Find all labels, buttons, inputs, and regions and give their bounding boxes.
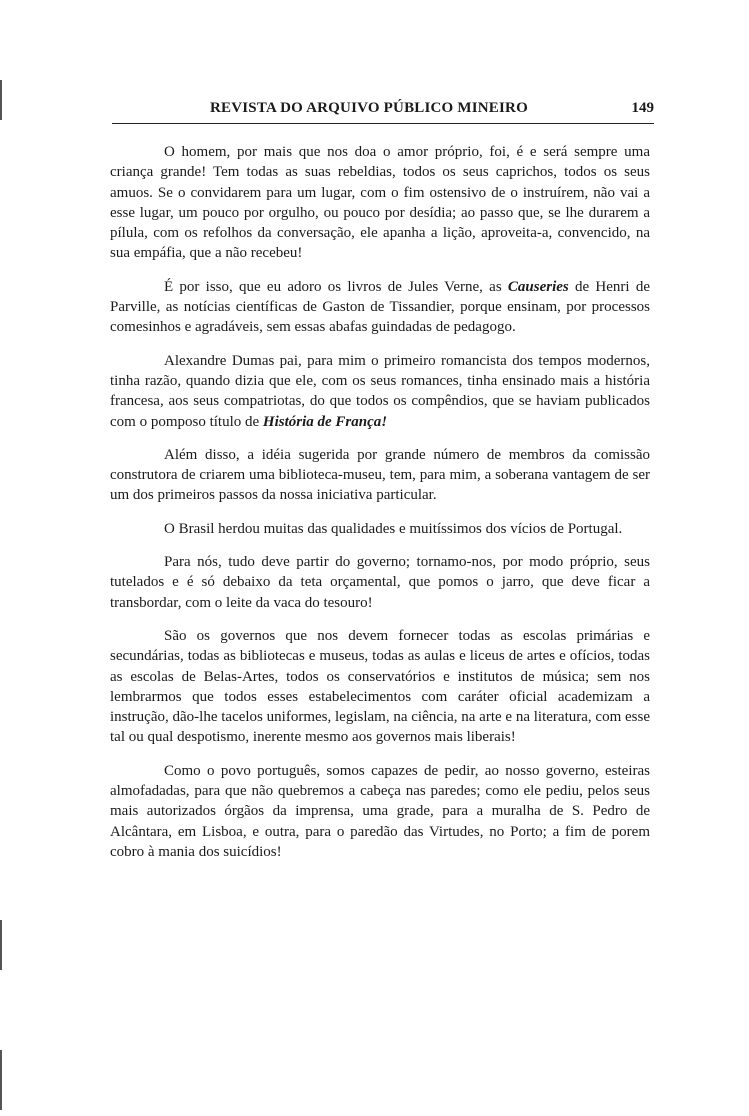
scan-edge-mark (0, 920, 2, 970)
page-header (112, 100, 654, 124)
italic-title: História de França! (262, 413, 388, 430)
page-number: 149 (631, 100, 654, 116)
scan-edge-mark (0, 1050, 2, 1110)
paragraph: O Brasil herdou muitas das qualidades e muitíssimos dos vícios de Portugal. (164, 520, 623, 537)
paragraph: O homem, por mais que nos doa o amor próprio, foi, é e será sempre uma criança grande! Tem todas as suas rebeldias, todos os seus caprichos, todos os seus amuos. Se o convidarem para um lugar, com o fim ostensivo de o instruírem, não vai a esse lugar, um pouco por orgulho, ou pouco por desídia; ao passo que, se lhe durarem a pílula, com os refolhos da conversação, ele apanha a lição, aproveita-a, convencido, na sua empáfia, que a não recebeu! (110, 144, 650, 262)
paragraph: Alexandre Dumas pai, para mim o primeiro romancista dos tempos modernos, tinha razão, quando dizia que ele, com os seus romances, tinha ensinado mais a história francesa, aos seus compatriotas, do que todos os compêndios, que se haviam publicados com o pomposo título de História de França! (110, 352, 650, 430)
italic-title: Causeries (507, 278, 569, 295)
header-rule (112, 123, 654, 124)
body-text (110, 142, 650, 875)
scan-edge-mark (0, 80, 2, 120)
paragraph: Além disso, a idéia sugerida por grande número de membros da comissão construtora de criarem uma biblioteca-museu, tem, para mim, a soberana vantagem de ser um dos primeiros passos da nossa iniciativa particular. (110, 446, 650, 504)
paragraph: São os governos que nos devem fornecer todas as escolas primárias e secundárias, todas as bibliotecas e museus, todas as aulas e liceus de artes e ofícios, todas as escolas de Belas-Artes, todos os conservatórios e institutos de música; sem nos lembrarmos que todos esses estabelecimentos com caráter oficial academizam a instrução, dão-lhe tacelos uniformes, legislam, na ciência, na arte e na literatura, com esse tal ou qual despotismo, inerente mesmo aos governos mais liberais! (110, 627, 650, 746)
paragraph: É por isso, que eu adoro os livros de Jules Verne, as Causeries de Henri de Parville, as notícias científicas de Gaston de Tissandier, porque ensinam, por processos comesinhos e agradáveis, sem essas abafas guindadas de pedagogo. (110, 278, 651, 336)
paragraph: Como o povo português, somos capazes de pedir, ao nosso governo, esteiras almofadadas, para que não quebremos a cabeça nas paredes; como ele pediu, pelos seus mais autorizados órgãos da imprensa, uma grade, para a muralha de S. Pedro de Alcântara, em Lisboa, e outra, para o paredão das Virtudes, no Porto; a fim de porem cobro à mania dos suicídios! (110, 762, 650, 860)
running-title: REVISTA DO ARQUIVO PÚBLICO MINEIRO (210, 100, 528, 116)
paragraph: Para nós, tudo deve partir do governo; tornamo-nos, por modo próprio, seus tutelados e é só debaixo da teta orçamental, que pomos o jarro, que deve ficar a transbordar, com o leite da vaca do tesouro! (110, 554, 650, 611)
